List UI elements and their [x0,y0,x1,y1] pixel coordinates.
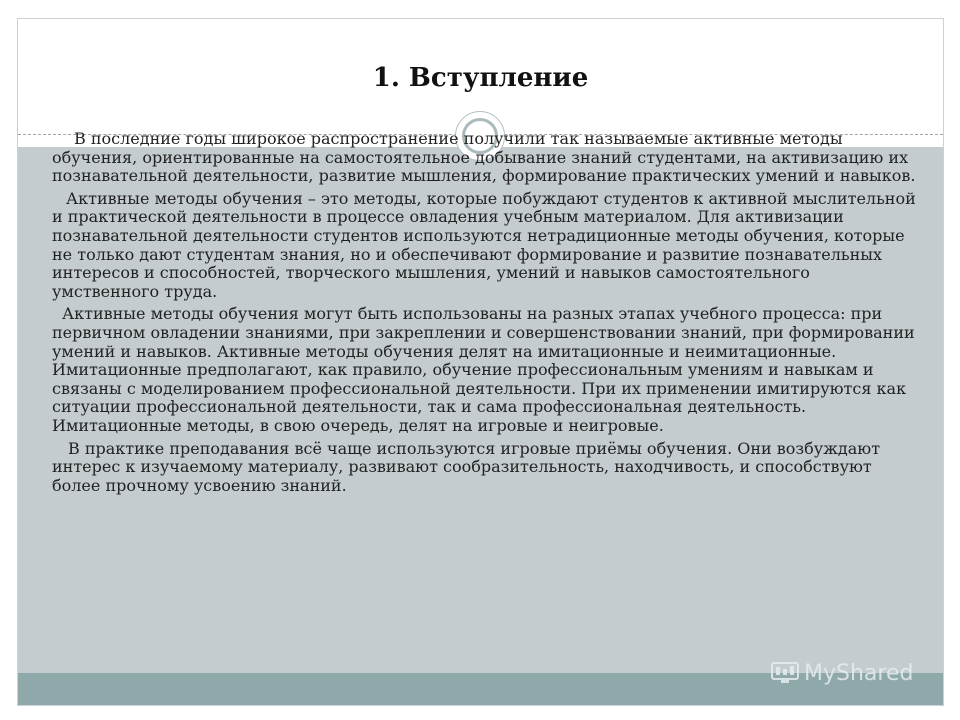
paragraph-4: В практике преподавания всё чаще используются игровые приёмы обучения. Они возбуждают интерес к изучаемому материалу, развивают сообразительность, находчивость, и способствуют более прочному усвоению знаний. [52,438,881,495]
watermark-logo [770,658,913,688]
paragraph-1: В последние годы широкое распространение получили так называемые активные методы обучения, ориентированные на самостоятельное добывание знаний студентами, на активизацию их познавательной деятельности, развитие мышления, формирование практических умений и навыков. [52,129,916,186]
monitor-icon [770,661,800,685]
paragraph-3: Активные методы обучения могут быть использованы на разных этапах учебного процесса: при первичном овладении знаниями, при закреплении и совершенствовании знаний, при формировании умений и навыков. Активные методы обучения делят на имитационные и неимитационные. Имитационные предполагают, как правило, обучение профессиональным умениям и навыкам и связаны с моделированием профессиональной деятельности. При их применении имитируются как ситуации профессиональной деятельности, так и сама профессиональная деятельность. Имитационные методы, в свою очередь, делят на игровые и неигровые. [52,304,915,435]
slide-title: 1. Вступление [372,63,589,93]
slide-body-text [52,130,922,499]
paragraph-2: Активные методы обучения – это методы, которые побуждают студентов к активной мыслительной и практической деятельности в процессе овладения учебным материалом. Для активизации познавательной деятельности студентов используются нетрадиционные методы обучения, которые не только дают студентам знания, но и обеспечивают формирование и развитие познавательных интересов и способностей, творческого мышления, умений и навыков самостоятельного умственного труда. [52,188,916,301]
watermark-text: MyShared [804,660,914,686]
